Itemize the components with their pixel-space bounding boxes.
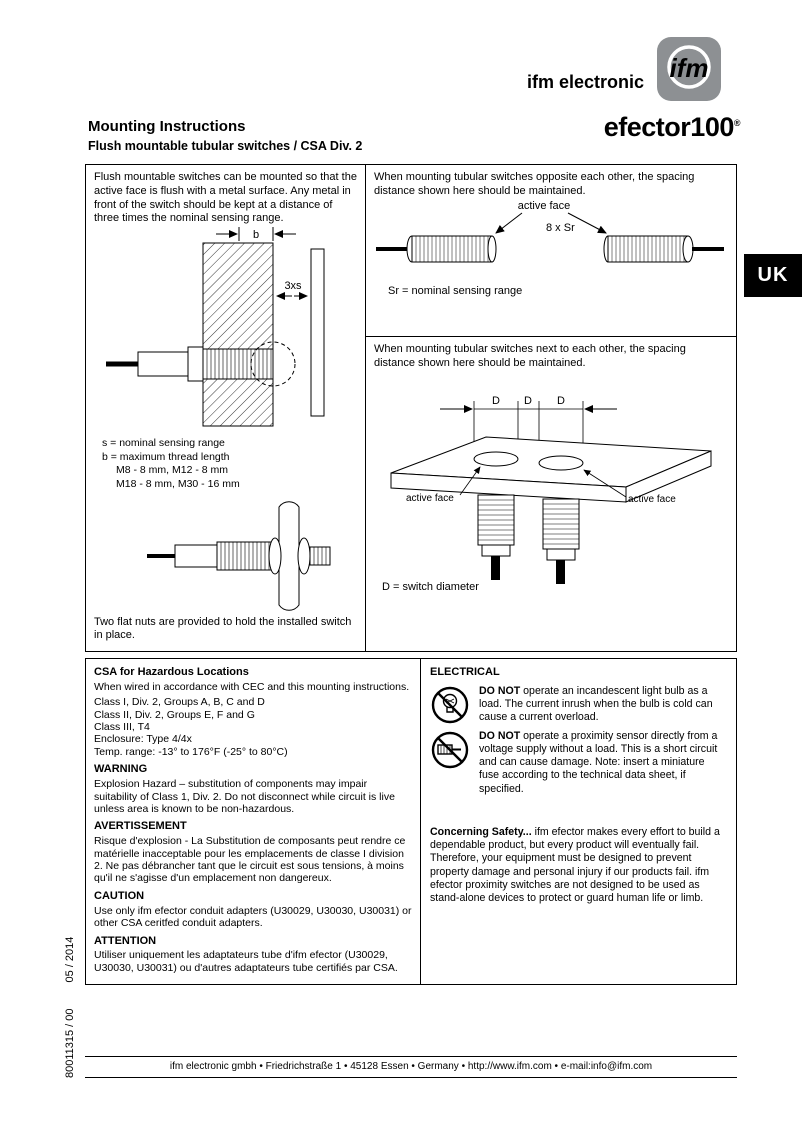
- dim-3xs-label: 3xs: [284, 280, 302, 292]
- caution-text: Use only ifm efector conduit adapters (U30029, U30030, U30031) or other CSA ceritfed conduit adapters.: [94, 904, 412, 930]
- flush-mounting-text: Flush mountable switches can be mounted so that the active face is flush with a metal surface. Any metal in front of the switch should be kept at a distance of three times the nominal sensing range.: [94, 171, 357, 225]
- csa-classes: [94, 696, 412, 758]
- opposite-mounting-cell: [366, 165, 736, 337]
- attention-text: Utiliser uniquement les adaptateurs tube d'ifm efector (U30029, U30030, U30031) ou d'autres adaptateurs tube certifiés par CSA.: [94, 949, 398, 974]
- warning-heading: WARNING: [94, 763, 148, 776]
- d-legend: D = switch diameter: [382, 581, 479, 593]
- no-bulb-warning: [430, 685, 727, 725]
- document-number: [64, 937, 76, 1078]
- active-face-label: active face: [517, 200, 571, 212]
- csa-class-line: Temp. range: -13° to 176°F (-25° to 80°C): [94, 745, 288, 758]
- adjacent-mounting-cell: [366, 337, 736, 651]
- csa-class-line: Class II, Div. 2, Groups E, F and G: [94, 708, 255, 721]
- electrical-heading: ELECTRICAL: [430, 666, 500, 678]
- flat-nuts-text: Two flat nuts are provided to hold the installed switch in place.: [94, 615, 352, 642]
- csa-class-line: Class III, T4: [94, 721, 150, 734]
- page-subtitle: Flush mountable tubular switches / CSA Div. 2: [88, 139, 363, 153]
- no-light-bulb-icon: [430, 685, 470, 725]
- brand-name: ifm electronic: [526, 72, 644, 92]
- no-direct-supply-warning: [430, 730, 727, 796]
- ifm-logo-icon: [656, 36, 722, 102]
- ifm-logo-text: ifm: [669, 53, 709, 83]
- csa-cell: [86, 659, 421, 984]
- flush-mounting-cell: [86, 165, 366, 651]
- active-face-label-right: active face: [628, 494, 676, 505]
- legend-line: s = nominal sensing range: [102, 437, 225, 449]
- registered-mark: ®: [733, 118, 740, 128]
- spacing-column: [366, 165, 736, 651]
- no-sensor-without-load-icon: [430, 730, 470, 770]
- sr-legend: Sr = nominal sensing range: [388, 285, 523, 297]
- csa-intro: When wired in accordance with CEC and this mounting instructions.: [94, 680, 410, 693]
- dim-d-label: D: [492, 395, 500, 407]
- page-title: Mounting Instructions: [88, 118, 246, 135]
- safety-table: [85, 658, 737, 985]
- csa-heading: CSA for Hazardous Locations: [94, 666, 249, 678]
- footer: [85, 1056, 737, 1078]
- dim-d-label: D: [524, 395, 532, 407]
- avertissement-text: Risque d'explosion - La Substitution de composants peut rendre ce matérielle inacceptable pour les emplacements de classe I division 2. Ne pas débrancher tant que le circuit est sous tensions, à moins qu'il ne s'agisse d'un emplacement non dangereux.: [94, 835, 406, 885]
- attention-heading: ATTENTION: [94, 934, 157, 947]
- active-face-label-left: active face: [406, 493, 454, 504]
- dimension-legend: [102, 437, 240, 492]
- avertissement-heading: AVERTISSEMENT: [94, 820, 187, 833]
- footer-contact-text: ifm electronic gmbh • Friedrichstraße 1 • 45128 Essen • Germany • http://www.ifm.com • e-mail:info@ifm.com: [169, 1061, 653, 1072]
- legend-line: M18 - 8 mm, M30 - 16 mm: [116, 477, 240, 490]
- efector-logo: efector100®: [603, 112, 740, 142]
- flush-mount-diagram: [98, 221, 348, 431]
- mounting-instructions-table: [85, 164, 737, 652]
- dim-d-label: D: [557, 395, 565, 407]
- doc-date-text: 05 / 2014: [64, 936, 76, 983]
- csa-class-line: Class I, Div. 2, Groups A, B, C and D: [94, 696, 265, 709]
- caution-heading: CAUTION: [94, 889, 145, 902]
- adjacent-mounting-diagram: [376, 381, 721, 585]
- warning-text: Explosion Hazard – substitution of components may impair suitability of Class 1, Div. 2. Do not disconnect while circuit is live unless area is known to be non-hazardous.: [94, 778, 395, 815]
- legend-line: b = maximum thread length: [102, 450, 230, 463]
- no-bulb-text: DO NOT operate an incandescent light bulb as a load. The current inrush when the bulb is cold can cause a current overload.: [479, 684, 713, 724]
- electrical-cell: [421, 659, 736, 984]
- dim-b-label: b: [252, 229, 260, 241]
- adjacent-mounting-text: When mounting tubular switches next to each other, the spacing distance shown here should be maintained.: [374, 343, 686, 369]
- opposite-mounting-diagram: [372, 197, 728, 285]
- csa-class-line: Enclosure: Type 4/4x: [94, 733, 192, 746]
- flat-nuts-diagram: [141, 495, 351, 617]
- spacing-label: 8 x Sr: [546, 222, 575, 234]
- doc-number-text: 80011315 / 00: [64, 1008, 76, 1078]
- no-direct-supply-text: DO NOT operate a proximity sensor directly from a voltage supply without a load. This is a short circuit and can cause damage. Note: insert a miniature fuse according to the technical data sheet, if specified.: [479, 729, 718, 795]
- concerning-safety-text: Concerning Safety... ifm efector makes every effort to build a dependable product, but every product will eventually fail. Therefore, your equipment must be designed to prevent property damage and personal injury if our products fail. ifm efector proximity switches are not designed to be used as stand-alone devices to protect or guard human life or limb.: [430, 825, 720, 905]
- language-tab-uk: UK: [744, 254, 802, 297]
- opposite-mounting-text: When mounting tubular switches opposite each other, the spacing distance shown here should be maintained.: [374, 171, 695, 197]
- legend-line: M8 - 8 mm, M12 - 8 mm: [116, 464, 229, 477]
